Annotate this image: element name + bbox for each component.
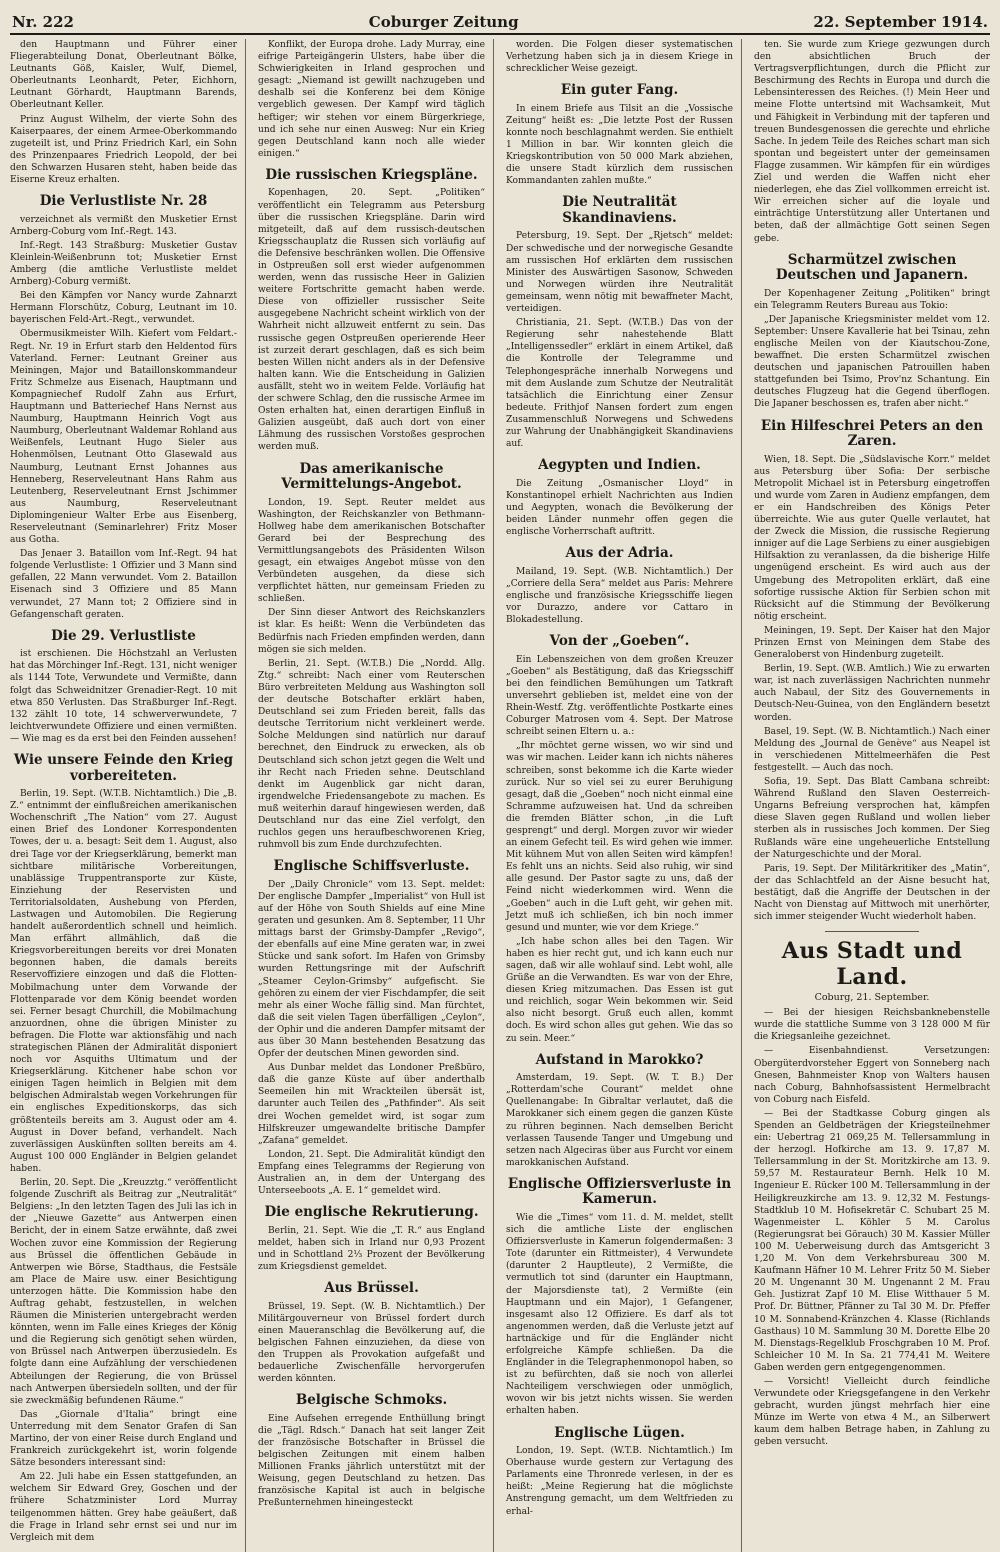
article-paragraph: Paris, 19. Sept. Der Militärkritiker des „Matin“, der das Schlachtfeld an der Aisne besucht hat, bestätigt, daß die Angriffe der Deutschen in der Nacht von Dienstag auf Mittwoch mit unerhörter, sich immer steigender Wucht wiederholt haben. — [754, 863, 990, 923]
section-heading: Aus Stadt und Land. — [781, 938, 963, 991]
article — [258, 168, 485, 454]
article-paragraph: Das „Giornale d'Italia“ bringt eine Unterredung mit dem Senator Grafen di San Martino, der von einer Reise durch England und Frankreich zurückgekehrt ist, worin folgende Sätze besonders interessant sind: — [10, 1409, 237, 1469]
article-paragraph: verzeichnet als vermißt den Musketier Ernst Arnberg-Coburg vom Inf.-Regt. 143. — [10, 214, 237, 237]
article — [10, 629, 237, 745]
dateline: Coburg, 21. September. — [814, 992, 930, 1004]
article-paragraph: ist erschienen. Die Höchstzahl an Verlusten hat das Mörchinger Inf.-Regt. 131, nicht weniger als 1144 Tote, Verwundete und Vermißte, dann folgt das Schweidnitzer Grenadier-Regt. 10 mit etwa 850 Verlusten. Das Straßburger Inf.-Regt. 132 zählt 10 tote, 14 schwerverwundete, 7 leichtverwundete Offiziere und einen vermißten. — Wie mag es da erst bei den Feinden aussehen! — [10, 649, 237, 744]
article-paragraph: — Eisenbahndienst. Versetzungen: Obergüterdvorsteher Eggert von Sonneberg nach Gnesen, Bahnmeister Knop von Walters hausen nach Coburg, Bahnhofsassistent Hermelbracht von Coburg nach Eisfeld. — [754, 1046, 990, 1105]
article-paragraph: ten. Sie wurde zum Kriege gezwungen durch den absichtlichen Bruch der Vertragsverpflichtungen, durch die Pflicht zur Beschirmung des Rechts in Europa und durch die Lebensinteressen des Reiches. (!) Mein Heer und meine Flotte untertsind mit Wachsamkeit, Mut und Fähigkeit in Verbindung mit der tapferen und treuen Bundesgenossen die gerechte und ehrliche Sache. In jedem Teile des Reiches schart man sich spontan und begeistert unter der gemeinsamen Flagge zusammen. Wir kämpfen für ein würdiges Ziel und werden die Waffen nicht eher niederlegen, ehe das Ziel vollkommen erreicht ist. Wir erreichen sicher auf die loyale und einträchtige Unterstützung aller Untertanen und beten, daß der allmächtige Gott seinen Segen gebe. — [754, 40, 990, 244]
article-heading: Wie unsere Feinde den Krieg vorbereiteten. — [13, 752, 234, 784]
article — [506, 634, 733, 1045]
article-paragraph: Obermusikmeister Wilh. Kiefert vom Feldart.-Regt. Nr. 19 in Erfurt starb den Heldentod fürs Vaterland. Ferner: Leutnant Greiner aus Meiningen, Major und Bataillonskommandeur Fritz Schmelze aus Eisenach, Hauptmann und Kompagniechef Rudolf Zahn aus Erfurt, Hauptmann und Batteriechef Hans Nernst aus Naumburg, Hauptmann Heinrich Vogt aus Naumburg, Oberleutnant Waldemar Rohland aus Weißenfels, Leutnant Hugo Sieler aus Hohenmölsen, Leutnant Otto Glasewald aus Naumburg, Leutnant Ernst Johannes aus Henneberg, Reserveleutnant Hans Rahm aus Leutenberg, Reserveleutnant Ernst Jschimmer aus Naumburg, Reserveleutnant Diplomingenieur Walter Erbe aus Eisenberg, Reserveleutnant (Seminarlehrer) Fritz Moser aus Gotha. — [10, 329, 237, 546]
article-paragraph: „Der Japanische Kriegsminister meldet vom 12. September: Unsere Kavallerie hat bei Tsinau, zehn englische Meilen von der Kiautschou-Zone, bewaffnet. Die ersten Scharmützel zwischen deutschen und japanischen Patrouillen haben stattgefunden bei Tsimo, Prov'nz Schantung. Ein deutsches Flugzeug hat die Gegend überflogen. Die Japaner beschossen es, trafen aber nicht.“ — [754, 314, 990, 410]
article-paragraph: Inf.-Regt. 143 Straßburg: Musketier Gustav Kleinlein-Weißenbrunn tot; Musketier Ernst Amberg (die amtliche Verlustliste meldet Arnberg)-Coburg vermißt. — [10, 240, 237, 288]
article-heading: Die russischen Kriegspläne. — [265, 166, 478, 183]
article-paragraph: Prinz August Wilhelm, der vierte Sohn des Kaiserpaares, der einem Armee-Oberkommando zugeteilt ist, und Prinz Friedrich Karl, ein Sohn des Prinzenpaares Friedrich Leopold, der bei den Schwarzen Husaren steht, haben beide das Eiserne Kreuz erhalten. — [10, 114, 237, 186]
article — [506, 39, 733, 75]
article-paragraph: „Ich habe schon alles bei den Tagen. Wir haben es hier recht gut, und ich kann euch nur sagen, daß wir alle wohlauf sind. Lebt wohl, alle Grüße an die Verwandten. Es war von der Ehre, diesen Krieg mitzumachen. Das Essen ist gut und reichlich, sogar Wein bekommen wir. Seid also nicht besorgt. Gruß euch allen, kommt doch. Es wird schon alles gut gehen. Wie das so zu sein. Meer.“ — [506, 936, 733, 1044]
article-paragraph: Das Jenaer 3. Bataillon vom Inf.-Regt. 94 hat folgende Verlustliste: 1 Offizier und 3 Mann sind gefallen, 22 Mann verwundet. Vom 2. Bataillon Eisenach sind 3 Offiziere und 85 Mann verwundet, 27 Mann tot; 2 Offiziere sind in Gefangenschaft geraten. — [10, 549, 237, 620]
article-paragraph: Die Zeitung „Osmanischer Lloyd“ in Konstantinopel erhielt Nachrichten aus Indien und Aegypten, wonach die Bevölkerung der beiden Länder nunmehr offen gegen die englische Vorherrschaft auftritt. — [506, 478, 733, 538]
article — [506, 1426, 733, 1518]
column-2 — [258, 39, 494, 1552]
article — [754, 419, 990, 924]
article-paragraph: — Vorsicht! Vielleicht durch feindliche Verwundete oder Kriegsgefangene in den Verkehr gebracht, wurden jüngst mehrfach hier eine Münze im Werte von etwa 4 M., an Silberwert kaum dem halben Betrage haben, in Zahlung zu geben versucht. — [754, 1376, 990, 1448]
article-paragraph: Aus Dunbar meldet das Londoner Preßbüro, daß die ganze Küste auf über anderthalb Seemeilen hin mit Wrackteilen übersät ist, darunter auch Teilen des „Pathfinder“. Als seit drei Wochen gemeldet wird, ist sogar zum Hilfskreuzer umgewandelte britische Dampfer „Zafana“ gemeldet. — [258, 1063, 485, 1146]
article — [754, 39, 990, 245]
column-1 — [10, 39, 246, 1552]
article-paragraph: Am 22. Juli habe ein Essen stattgefunden, an welchem Sir Edward Grey, Goschen und der frühere Schatzminister Lord Murray teilgenommen hätten. Grey habe geäußert, daß die Frage in Irland sehr ernst sei und nur im Vergleich mit dem — [10, 1472, 237, 1543]
article-heading: Die englische Rekrutierung. — [264, 1204, 479, 1221]
article-paragraph: worden. Die Folgen dieser systematischen Verhetzung haben sich ja in diesem Kriege in schrecklicher Weise gezeigt. — [506, 40, 733, 75]
article-paragraph: Wie die „Times“ vom 11. d. M. meldet, stellt sich die amtliche Liste der englischen Offiziersverluste in Kamerun folgendermaßen: 3 Tote (darunter ein Rittmeister), 4 Verwundete (darunter 2 Hauptleute), 2 Vermißte, die vermutlich tot sind (darunter ein Hauptmann, der Majorsdienste tat), 2 Vermißte (ein Hauptmann und ein Major), 1 Gefangener, insgesamt also 12 Offiziere. Es darf als tot angenommen werden, daß die Verluste jetzt auf hartnäckige und für die Engländer nicht erfolgreiche Kämpfe schließen. Da die Engländer in die Telegraphenmonopol haben, so ist zu befürchten, daß sie noch von allerlei Nachteiligem verschwiegen oder unmöglich, wovon wir bis jetzt nichts wissen. Sie werden erhalten haben. — [506, 1212, 733, 1417]
article — [10, 753, 237, 1544]
article-paragraph: Berlin, 19. Sept. (W.T.B. Nichtamtlich.) Die „B. Z.“ entnimmt der einflußreichen amerikanischen Wochenschrift „The Nation“ vom 27. August einen Brief des Londoner Korrespondenten Towes, der u. a. besagt: Seit dem 1. August, also drei Tage vor der Kriegserklärung, bemerkt man sichtbare militärische Vorbereitungen, unablässige Truppentransporte zur Küste, Einziehung der Reservisten und Territorialsoldaten, Aushebung von Pferden, Lastwagen und Automobilen. Die Regierung handelt außerordentlich schnell und heimlich. Man erfährt allmählich, daß die Kriegsvorbereitungen bereits vor drei Monaten begonnen haben, die damals bereits Reservoffiziere einzogen und daß die Flotten-Mobilmachung unter dem Vorwande der Flottenparade vor dem König beendet worden sei. Ferner besagt Churchill, die Mobilmachung anzuordnen, ohne die übrigen Minister zu befragen. Die Flotte war aktionsfähig und nach strategischen Plänen der Admiralität disponiert noch vor Asquiths Ultimatum und der Kriegserklärung. Kitchener habe schon vor einigen Tagen heimlich in Belgien mit dem belgischen Admiralstab wegen Vorkehrungen für ein englisches Expeditionskorps, das sich größtenteils bereits am 3. August oder am 4. August in Dover befand, verhandelt. Nach zuverlässigen Auskünften sollten bereits am 4. August 100 000 Engländer in Belgien gelandet haben. — [10, 789, 237, 1174]
article-paragraph: Wien, 18. Sept. Die „Südslavische Korr.“ meldet aus Petersburg über Sofia: Der serbische Metropolit Michael ist in Petersburg eingetroffen und wurde vom Zaren in Audienz empfangen, dem er ein Handschreiben des Königs Peter überreichte. Wie aus guter Quelle verlautet, hat der Zweck die Mission, die russische Regierung inniger auf die Lage Serbiens zu einer ausgiebigen Hilfsaktion zu veranlassen, da die bisherige Hilfe ungenügend erscheint. Es wird auch aus der Umgebung des Metropoliten erklärt, daß eine sofortige russische Aktion für Serbien schon mit Rücksicht auf die Stimmung der Bevölkerung nötig erscheint. — [754, 454, 990, 622]
article-paragraph: Bei den Kämpfen vor Nancy wurde Zahnarzt Hermann Florschütz, Coburg, Leutnant im 10. bayerischen Feld-Art.-Regt., verwundet. — [10, 291, 237, 326]
article-paragraph: Brüssel, 19. Sept. (W. B. Nichtamtlich.) Der Militärgouverneur von Brüssel fordert durch einen Maueranschlag die Bevölkerung auf, die belgischen Fahnen einzuziehen, da diese von den Truppen als Provokation aufgefaßt und bedauerliche Zwischenfälle hervorgerufen werden könnten. — [258, 1301, 485, 1385]
article-paragraph: Berlin, 20. Sept. Die „Kreuzztg.“ veröffentlicht folgende Zuschrift als Beitrag zur „Neutralität“ Belgiens: „In den letzten Tagen des Juli las ich in der „Nieuwe Gazette“ aus Antwerpen einen Bericht, der in einem Satze erwähnte, daß zwei Wochen zuvor eine Kommission der Regierung aus Brüssel die öffentlichen Gebäude in Antwerpen wie Börse, Stadthaus, die Festsäle am Place de Maire usw. einer Besichtigung unterzogen hätte. Die Kommission habe den Auftrag gehabt, festzustellen, in welchen Räumen die Ministerien untergebracht werden könnten, wenn im Falle eines Krieges der König und die Regierung sich genötigt sehen würden, von Brüssel nach Antwerpen überzusiedeln. Es folgte dann eine Aufzählung der verschiedenen Abteilungen der Regierung, die von Brüssel nach Antwerpen übersiedeln sollten, und der für sie zweckmäßig befundenen Räume.“ — [10, 1178, 237, 1406]
article-heading: Aufstand in Marokko? — [535, 1051, 704, 1068]
article — [506, 195, 733, 450]
article-paragraph: In einem Briefe aus Tilsit an die „Vossische Zeitung“ heißt es: „Die letzte Post der Russen konnte noch beschlagnahmt werden. Sie enthielt 1 Million in bar. Wir konnten gleich die Kriegskontribution von 50 000 Mark abziehen, die unsere Stadt kürzlich dem russischen Kommandanten zahlen mußte.“ — [506, 103, 733, 187]
article-paragraph: Ein Lebenszeichen von dem großen Kreuzer „Goeben“ als Bestätigung, daß das Kriegsschiff bei den feindlichen Bemühungen um Tatkraft unversehrt geblieben ist, meldet eine von der Rhein-Westf. Ztg. veröffentlichte Postkarte eines Coburger Matrosen vom 4. Sept. Der Matrose schreibt seinen Eltern u. a.: — [506, 654, 733, 738]
article-paragraph: den Hauptmann und Führer einer Fliegerabteilung Donat, Oberleutnant Bölke, Leutnants Göß, Kaisler, Wulf, Diemel, Oberleutnants Leonhardt, Peter, Eichhorn, Leutnant Görhardt, Hauptmann Barends, Oberleutnant Keller. — [10, 40, 237, 111]
article-paragraph: Berlin, 19. Sept. (W.B. Amtlich.) Wie zu erwarten war, ist nach zuverlässigen Nachrichten nunmehr auch Nabaul, der Sitz des Gouvernements in Deutsch-Neu-Guinea, von den Engländern besetzt worden. — [754, 664, 990, 723]
article — [506, 458, 733, 538]
article-paragraph: Basel, 19. Sept. (W. B. Nichtamtlich.) Nach einer Meldung des „Journal de Genève“ aus Neapel ist in verschiedenen Mittelmeerhäfen die Pest festgestellt. — Auch das noch. — [754, 726, 990, 773]
article — [506, 1053, 733, 1169]
newspaper-title: Coburger Zeitung — [368, 13, 519, 31]
article-heading: Ein Hilfeschrei Peters an den Zaren. — [760, 417, 984, 450]
article-heading: Englische Schiffsverluste. — [273, 858, 470, 875]
article — [258, 1393, 485, 1509]
article — [754, 931, 990, 1448]
article-heading: Die Neutralität Skandinaviens. — [562, 194, 677, 226]
article-heading: Das amerikanische Vermittelungs-Angebot. — [281, 460, 462, 493]
column-4 — [754, 39, 990, 1552]
article-paragraph: London, 19. Sept. Reuter meldet aus Washington, der Reichskanzler von Bethmann-Hollweg habe dem amerikanischen Botschafter Gerard bei der Besprechung des Vermittlungsangebots des Präsidenten Wilson gesagt, ein etwaiges Angebot müsse von den Verbündeten ausgehen, da diese sich verpflichtet hätten, nur gemeinsam Frieden zu schließen. — [258, 497, 485, 605]
article — [506, 546, 733, 626]
article-paragraph: Petersburg, 19. Sept. Der „Rjetsch“ meldet: Der schwedische und der norwegische Gesandte am russischen Hof erklärten dem russischen Minister des Auswärtigen Sasonow, Schweden und Norwegen würden ihre Neutralität gemeinsam, wenn nötig mit bewaffneter Macht, verteidigen. — [506, 231, 733, 315]
article — [258, 1281, 485, 1385]
page-header — [10, 9, 990, 35]
article — [258, 39, 485, 160]
article-heading: Von der „Goeben“. — [549, 633, 690, 650]
article-heading: Ein guter Fang. — [560, 82, 679, 99]
article-paragraph: Mailand, 19. Sept. (W.B. Nichtamtlich.) Der „Corriere della Sera“ meldet aus Paris: Mehrere englische und französische Kriegsschiffe liegen vor Durazzo, andere vor Cattaro in Blokadestellung. — [506, 566, 733, 626]
article — [258, 462, 485, 852]
article-paragraph: „Ihr möchtet gerne wissen, wo wir sind und was wir machen. Leider kann ich nichts näheres schreiben, sonst bekomme ich die Karte wieder zurück. Nur so viel sei zu eurer Beruhigung gesagt, daß die „Goeben“ noch nicht einmal eine Schramme aufzuweisen hat. Und da schreiben die fremden Blätter schon, „in die Luft gesprengt“ und dergl. Morgen zuvor wir wieder an einem Gefecht teil. Es wird gehen wie immer. Mit kühnem Mut von allen Seiten wird kämpfen! Es fehlt uns an nichts. Seid also ruhig, wir sind alle gesund. Der Pastor sagte zu uns, daß der Feind nicht wiederkommen wird. Wenn die „Goeben“ auch in die Luft geht, wir gehen mit. Jetzt muß ich schließen, ich bin noch immer gesund und munter, wie vor dem Kriege.“ — [506, 741, 733, 933]
article — [258, 1205, 485, 1273]
article — [754, 253, 990, 411]
article-heading: Englische Offiziersverluste in Kamerun. — [507, 1175, 732, 1208]
article-paragraph: — Bei der Stadtkasse Coburg gingen als Spenden an Geldbeträgen der Kriegsteilnehmer ein: Uebertrag 21 069,25 M. Tellersammlung in der herzogl. Hofkirche am 13. 9. 17,87 M. Tellersammlung in der St. Moritzkirche am 13. 9. 59,57 M. Restaurateur Bernh. Helk 10 M. Ingenieur E. Rücker 100 M. Tellersammlung in der Heiligkreuzkirche am 13. 9. 12,32 M. Festungs-Stadtklub 10 M. Hofisekretär C. Schubart 25 M. Wagenmeister L. Köhler 5 M. Carolus (Regierungsrat bei Görauch) 30 M. Kassier Müller 100 M. Ueberweisung durch das Amtsgericht 3 1,20 M. Von dem Verkehrsbureau 300 M. Kaufmann Häfner 10 M. Lehrer Fritz 50 M. Sieber 20 M. Ungenannt 30 M. Ungenannt 2 M. Frau Geh. Justizrat Zapf 10 M. Elise Witthauer 5 M. Prof. Dr. Büttner, Pfänner zu Tal 30 M. Dr. Pfeffer 10 M. Sonnabend-Kränzchen 4. Klasse (Richlands Gasthaus) 10 M. Sammlung 30 M. Dorette Elbe 20 M. Dienstags-Regelklub Froschgraben 10 M. Prof. Schleicher 10 M. In Sa. 21 774,41 M. Weitere Gaben werden gern entgegengenommen. — [754, 1108, 990, 1373]
article-columns — [10, 39, 990, 1543]
article-paragraph: Der Sinn dieser Antwort des Reichskanzlers ist klar. Es heißt: Wenn die Verbündeten das Bedürfnis nach Frieden empfinden werden, dann mögen sie sich melden. — [258, 608, 485, 655]
column-3 — [506, 39, 742, 1552]
article-heading: Aegypten und Indien. — [538, 457, 701, 474]
article-paragraph: Eine Aufsehen erregende Enthüllung bringt die „Tägl. Rdsch.“ Danach hat seit langer Zeit der französische Botschafter in Brüssel die belgischen Zeitungen mit einem halben Millionen Franks jährlich unterstützt mit der Weisung, gegen Deutschland zu hetzen. Das französische Kapital ist auch in belgische Preßunternehmen hineingesteckt — [258, 1413, 485, 1509]
article-heading: Aus Brüssel. — [324, 1280, 419, 1297]
article-heading: Aus der Adria. — [565, 545, 674, 562]
article-paragraph: Amsterdam, 19. Sept. (W. T. B.) Der „Rotterdam'sche Courant“ meldet ohne Quellenangabe: In Gibraltar verlautet, daß die Marokkaner sich einem gegen die ganzen Küste zu rühren beginnen. Nach demselben Bericht verlassen Tausende Tanger und Umgebung und setzen nach Algeciras über aus Furcht vor einem marokkanischen Aufstand. — [506, 1073, 733, 1168]
article-heading: Die Verlustliste Nr. 28 — [39, 193, 208, 210]
article-paragraph: Berlin, 21. Sept. (W.T.B.) Die „Nordd. Allg. Ztg.“ schreibt: Nach einer vom Reuterschen Büro verbreiteten Meldung aus Washington soll der deutsche Botschafter erklärt haben, Deutschland sei zum Frieden bereit, falls das deutsche Territorium nicht verkleinert werde. Solche Meldungen sind natürlich nur darauf berechnet, den Eindruck zu erwecken, als ob Deutschland sich schon jetzt gegen die Welt und ihr Recht nach Frieden sehne. Deutschland denkt im Augenblick gar nicht daran, irgendwelche Friedensangebote zu machen. Es muß weiterhin darauf hingewiesen werden, daß Deutschland nur das eine Ziel verfolgt, den ruchlos gegen uns heraufbeschworenen Krieg, ruhmvoll bis zum Ende durchzufechten. — [258, 658, 485, 851]
article-paragraph: Berlin, 21. Sept. Wie die „T. R.“ aus England meldet, haben sich in Irland nur 0,93 Prozent und in Schottland 2⅓ Prozent der Bevölkerung zum Kriegsdienst gemeldet. — [258, 1225, 485, 1273]
article-paragraph: Kopenhagen, 20. Sept. „Politiken“ veröffentlicht ein Telegramm aus Petersburg über die russischen Kriegspläne. Darin wird mitgeteilt, daß auf dem russisch-deutschen Kriegsschauplatz die Russen sich vorläufig auf die Defensive beschränken wollen. Die Offensive in Ostpreußen soll erst wieder aufgenommen werden, wenn das russische Heer in Galizien weitere Fortschritte gemacht haben werde. Diese von offizieller russischer Seite ausgegebene Nachricht scheint wirklich von der Wahrheit nicht allzuweit entfernt zu sein. Das russische gegen Ostpreußen operierende Heer ist zurzeit derart geschlagen, daß es sich beim besten Willen nicht anders als in der Defensive halten kann. Wie die Entscheidung in Galizien ausfällt, steht wo in weitem Felde. Vorläufig hat der schwere Schlag, den die russische Armee im Osten erhalten hat, einen derartigen Einfluß in Galizien ausgeübt, daß auch dort von einer Lähmung des russischen Vorstoßes gesprochen werden muß. — [258, 188, 485, 453]
article-heading: Die 29. Verlustliste — [51, 627, 196, 644]
article-heading: Englische Lügen. — [554, 1424, 685, 1441]
article-paragraph: Meiningen, 19. Sept. Der Kaiser hat den Major Prinzen Ernst von Meiningen dem Stabe des Generaloberst von Hindenburg zugeteilt. — [754, 625, 990, 661]
article — [10, 39, 237, 186]
article-paragraph: Sofia, 19. Sept. Das Blatt Cambana schreibt: Während Rußland den Slaven Oesterreich-Ungarns Befreiung versprochen hat, kämpfen diese Slaven gegen Rußland und wollen lieber sterben als in russisches Joch kommen. Der Sieg Rußlands wäre eine ungeheuerliche Entstellung der Naturgeschichte und der Moral. — [754, 777, 990, 860]
article-paragraph: Der „Daily Chronicle“ vom 13. Sept. meldet: Der englische Dampfer „Imperialist“ von Hull ist auf der Höhe von South Shields auf eine Mine geraten und gesunken. Am 8. September, 11 Uhr mittags barst der Grimsby-Dampfer „Revigo“, der ebenfalls auf eine Mine geraten war, in zwei Stücke und sank sofort. Im Hafen von Grimsby wurden Rettungsringe mit der Aufschrift „Steamer Ceylon-Grimsby“ aufgefischt. Sie gehören zu einem der vier Fischdampfer, die seit mehr als einer Woche fällig sind. Man fürchtet, daß die seit vielen Tagen überfälligen „Ceylon“, der Ophir und die anderen Dampfer mitsamt der aus über 30 Mann bestehenden Besatzung das Opfer der deutschen Minen geworden sind. — [258, 879, 485, 1060]
section-divider — [825, 931, 919, 932]
article — [258, 859, 485, 1197]
article-paragraph: Christiania, 21. Sept. (W.T.B.) Das von der Regierung sehr nahestehende Blatt „Intelligenssedler“ erklärt in einem Artikel, daß die Kontrolle der Telegramme und Telephongespräche innerhalb Norwegens und mit dem Auslande zum Schutze der Neutralität tatsächlich die Einrichtung einer Zensur bedeute. Frithjof Nansen fordert zum engen Zusammenschluß Norwegens und Schwedens zur Wahrung der Unabhängigkeit Skandinaviens auf. — [506, 318, 733, 450]
newspaper-page — [10, 9, 990, 1543]
article — [506, 1177, 733, 1418]
article-paragraph: Der Kopenhagener Zeitung „Politiken“ bringt ein Telegramm Reuters Bureau aus Tokio: — [754, 288, 990, 311]
article-heading: Scharmützel zwischen Deutschen und Japanern. — [775, 251, 969, 284]
issue-date: 22. September 1914. — [813, 13, 988, 31]
article-paragraph: Konflikt, der Europa drohe. Lady Murray, eine eifrige Parteigängerin Ulsters, habe über die Schwierigkeiten in Irland gesprochen und gesagt: „Niemand ist gewillt nachzugeben und deshalb sei die Konferenz bei dem Könige vergeblich gewesen. Der Kampf wird täglich heftiger; wir stehen vor einem Bürgerkriege, und ich sehe nur einen Ausweg: Nur ein Krieg gegen Deutschland kann noch alle wieder einigen.“ — [258, 40, 485, 159]
article — [10, 194, 237, 621]
article-paragraph: London, 21. Sept. Die Admiralität kündigt den Empfang eines Telegramms der Regierung von Australien an, in dem der Untergang des Unterseeboots „A. E. 1“ gemeldet wird. — [258, 1149, 485, 1197]
article-paragraph: London, 19. Sept. (W.T.B. Nichtamtlich.) Im Oberhause wurde gestern zur Vertagung des Parlaments eine Thronrede verlesen, in der es heißt: „Meine Regierung hat die möglichste Anstrengung gemacht, um dem Weltfrieden zu erhal- — [506, 1446, 733, 1517]
article-paragraph: — Bei der hiesigen Reichsbanknebenstelle wurde die stattliche Summe von 3 128 000 M für die Kriegsanleihe gezeichnet. — [754, 1008, 990, 1043]
issue-number: Nr. 222 — [12, 13, 74, 31]
article-heading: Belgische Schmoks. — [295, 1392, 448, 1409]
article — [506, 83, 733, 187]
